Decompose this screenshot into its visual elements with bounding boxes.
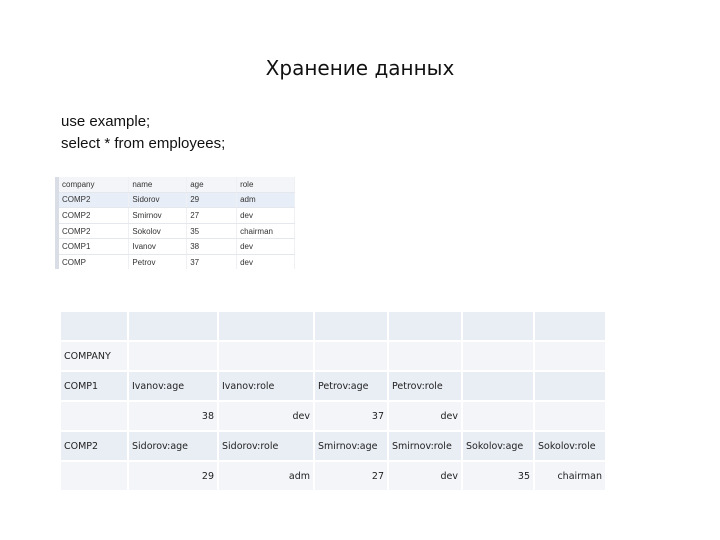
cell (61, 312, 127, 340)
cell (535, 402, 605, 430)
value-cell: 29 (129, 462, 217, 490)
column-name-cell: Petrov:age (315, 372, 387, 400)
cell-age: 38 (187, 239, 237, 255)
value-cell: 35 (463, 462, 533, 490)
col-header-name[interactable]: name (129, 177, 187, 192)
col-header-age[interactable]: age (187, 177, 237, 192)
query-result-grid (55, 177, 295, 269)
table-row (61, 342, 605, 370)
cell-name: Ivanov (129, 239, 187, 255)
column-name-cell: Sidorov:role (219, 432, 313, 460)
cell-company: COMP2 (59, 223, 129, 239)
cell (389, 342, 461, 370)
cell-role: dev (237, 208, 295, 224)
wide-column-table (59, 310, 607, 492)
cell-age: 27 (187, 208, 237, 224)
table-row[interactable] (59, 223, 295, 239)
cell (463, 312, 533, 340)
table-row[interactable] (59, 192, 295, 208)
value-cell: dev (389, 462, 461, 490)
value-cell: 38 (129, 402, 217, 430)
cell-company: COMP (59, 254, 129, 269)
cell (463, 342, 533, 370)
code-line-use: use example; (61, 113, 151, 130)
column-name-cell: Petrov:role (389, 372, 461, 400)
table-row[interactable] (59, 208, 295, 224)
column-name-cell: Smirnov:age (315, 432, 387, 460)
cell-role: chairman (237, 223, 295, 239)
value-cell: dev (389, 402, 461, 430)
value-cell: 27 (315, 462, 387, 490)
cell (535, 312, 605, 340)
cell-name: Smirnov (129, 208, 187, 224)
cell (61, 402, 127, 430)
cell-role: dev (237, 239, 295, 255)
company-header-cell: COMPANY (61, 342, 127, 370)
cell-age: 35 (187, 223, 237, 239)
column-name-cell: Ivanov:age (129, 372, 217, 400)
table-row (61, 432, 605, 460)
table-row (61, 372, 605, 400)
row-key-cell: COMP2 (61, 432, 127, 460)
column-name-cell: Sokolov:age (463, 432, 533, 460)
cell (463, 372, 533, 400)
cell (129, 342, 217, 370)
cell-name: Sokolov (129, 223, 187, 239)
cell-company: COMP1 (59, 239, 129, 255)
cell (129, 312, 217, 340)
cell-role: dev (237, 254, 295, 269)
cell-name: Petrov (129, 254, 187, 269)
cell-age: 29 (187, 192, 237, 208)
code-line-select: select * from employees; (61, 135, 226, 152)
cell-company: COMP2 (59, 208, 129, 224)
cell (535, 372, 605, 400)
cell-name: Sidorov (129, 192, 187, 208)
cell-role: adm (237, 192, 295, 208)
cell (61, 462, 127, 490)
slide-title: Хранение данных (265, 56, 455, 80)
table-row[interactable] (59, 254, 295, 269)
result-header-row (59, 177, 295, 192)
col-header-company[interactable]: company (59, 177, 129, 192)
cell-company: COMP2 (59, 192, 129, 208)
value-cell: adm (219, 462, 313, 490)
column-name-cell: Sidorov:age (129, 432, 217, 460)
cell (219, 312, 313, 340)
cell (535, 342, 605, 370)
result-table (59, 177, 295, 269)
cell (463, 402, 533, 430)
cell-age: 37 (187, 254, 237, 269)
table-row (61, 312, 605, 340)
cell (315, 342, 387, 370)
sql-code-block (61, 111, 225, 155)
table-row (61, 462, 605, 490)
cell (219, 342, 313, 370)
column-name-cell: Sokolov:role (535, 432, 605, 460)
value-cell: chairman (535, 462, 605, 490)
table-row[interactable] (59, 239, 295, 255)
value-cell: 37 (315, 402, 387, 430)
column-name-cell: Smirnov:role (389, 432, 461, 460)
cell (389, 312, 461, 340)
row-key-cell: COMP1 (61, 372, 127, 400)
cell (315, 312, 387, 340)
table-row (61, 402, 605, 430)
value-cell: dev (219, 402, 313, 430)
column-name-cell: Ivanov:role (219, 372, 313, 400)
col-header-role[interactable]: role (237, 177, 295, 192)
